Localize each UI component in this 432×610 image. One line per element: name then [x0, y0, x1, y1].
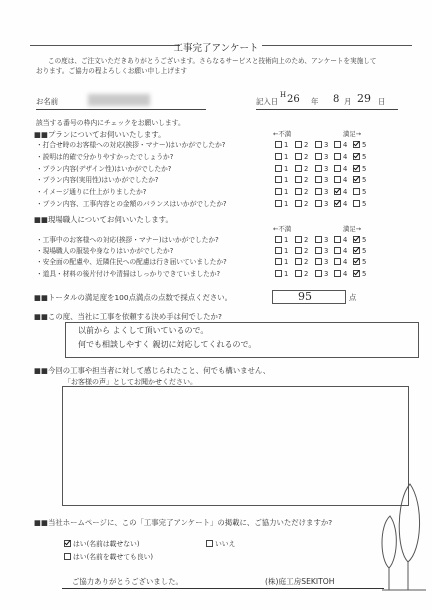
plan-q5-checkbox-4 — [334, 188, 341, 195]
plan-q2-checkbox-1 — [275, 153, 282, 160]
plan-q6-option-1: 1 — [275, 200, 288, 209]
plan-question-1: ・打合せ時のお客様への対応(挨拶・マナー)はいかがでしたか? — [36, 141, 226, 149]
plan-q1-option-3: 3 — [315, 141, 328, 150]
plan-q2-option-5: 5 — [353, 153, 366, 162]
decorative-tree-icon — [376, 480, 432, 592]
checkbox-no — [206, 540, 213, 547]
date-era: H — [280, 91, 287, 99]
plan-q6-checkbox-4 — [334, 200, 341, 207]
workers-q4-option-4: 4 — [334, 270, 347, 279]
plan-q5-checkbox-5 — [353, 188, 360, 195]
plan-q2-checkbox-2 — [295, 153, 302, 160]
workers-q1-checkbox-4 — [334, 236, 341, 243]
reason-answer-line-1: 以前から よくして頂いているので。 — [78, 326, 209, 335]
plan-q1-option-5: 5 — [353, 141, 366, 150]
plan-q3-checkbox-5 — [353, 165, 360, 172]
checkbox-yes-named — [64, 553, 71, 560]
workers-q1-checkbox-3 — [315, 236, 322, 243]
plan-question-2: ・説明は的確で分かりやすかったでしょうか? — [36, 152, 174, 161]
workers-question-3: ・安全面の配慮や、近隣住民への配慮は行き届いていましたか? — [36, 258, 227, 267]
workers-q1-option-5: 5 — [353, 236, 366, 245]
workers-q3-checkbox-4 — [334, 258, 341, 265]
plan-q4-option-5: 5 — [353, 176, 366, 185]
homepage-question: ■■当社ホームページに、この「工事完了アンケート」の掲載に、ご協力いただけますか? — [34, 518, 333, 527]
plan-q3-option-5: 5 — [353, 165, 366, 174]
plan-q6-option-5: 5 — [353, 200, 366, 209]
workers-q3-option-3: 3 — [315, 258, 328, 267]
plan-q1-checkbox-5 — [353, 141, 360, 148]
plan-q3-option-3: 3 — [315, 165, 328, 174]
workers-q4-option-1: 1 — [275, 270, 288, 279]
plan-q3-checkbox-3 — [315, 165, 322, 172]
homepage-option-yes-named: はい(名前を載せても良い) — [64, 553, 153, 562]
total-question: ■■トータルの満足度を100点満点の点数で採点ください。 — [34, 293, 233, 302]
plan-q4-option-1: 1 — [275, 176, 288, 185]
checkbox-yes-anonymous — [64, 540, 71, 547]
name-underline — [36, 109, 206, 110]
workers-q4-checkbox-2 — [295, 270, 302, 277]
plan-q6-option-4: 4 — [334, 200, 347, 209]
intro-line-2: おります。ご協力の程よろしくお願い申し上げます — [36, 67, 188, 75]
footer-thanks: ご協力ありがとうございました。 — [72, 577, 183, 586]
date-underline — [256, 109, 398, 110]
total-score-value: 95 — [298, 290, 312, 303]
plan-q1-option-1: 1 — [275, 141, 288, 150]
instruction-text: 該当する番号の枠内にチェックをお願いします。 — [36, 119, 185, 127]
date-year: 26 — [287, 94, 300, 105]
name-label: お名前 — [36, 97, 59, 106]
plan-question-3: ・プラン内容(デザイン性)はいかがでしたか? — [36, 164, 172, 173]
plan-q5-checkbox-3 — [315, 188, 322, 195]
workers-q4-checkbox-4 — [334, 270, 341, 277]
plan-q6-checkbox-5 — [353, 200, 360, 207]
plan-q1-checkbox-3 — [315, 141, 322, 148]
workers-question-1: ・工事中のお客様への対応(挨拶・マナー)はいかがでしたか? — [36, 236, 219, 244]
workers-heading: ■■現場職人についてお伺いいたします。 — [34, 215, 173, 224]
workers-q1-checkbox-1 — [275, 236, 282, 243]
plan-q3-option-4: 4 — [334, 165, 347, 174]
plan-q5-option-3: 3 — [315, 188, 328, 197]
plan-q6-checkbox-3 — [315, 200, 322, 207]
plan-q4-checkbox-5 — [353, 176, 360, 183]
workers-question-4: ・道具・材料の後片付けや清掃はしっかりできていましたか? — [36, 269, 221, 278]
homepage-option-yes-anonymous: はい(名前は載せない) — [64, 540, 139, 549]
workers-q1-option-1: 1 — [275, 236, 288, 245]
workers-q4-option-5: 5 — [353, 270, 366, 279]
plan-q3-option-2: 2 — [295, 165, 308, 174]
plan-q1-checkbox-1 — [275, 141, 282, 148]
date-month: 8 — [333, 94, 340, 105]
workers-q3-checkbox-5 — [353, 258, 360, 265]
workers-q2-checkbox-5 — [353, 247, 360, 254]
plan-q4-checkbox-4 — [334, 176, 341, 183]
plan-q4-checkbox-2 — [295, 176, 302, 183]
plan-q2-checkbox-3 — [315, 153, 322, 160]
date-year-unit: 年 — [311, 97, 319, 106]
workers-q3-checkbox-2 — [295, 258, 302, 265]
workers-q3-option-2: 2 — [295, 258, 308, 267]
footer-company: (株)庭工房SEKITOH — [265, 577, 335, 586]
voice-question: ■■今回の工事や担当者に対して感じられたこと、何でも構いません、 — [34, 366, 271, 375]
plan-q1-checkbox-2 — [295, 141, 302, 148]
workers-q2-option-4: 4 — [334, 247, 347, 256]
plan-q6-option-2: 2 — [295, 200, 308, 209]
plan-question-4: ・プラン内容(実用性)はいかがでしたか? — [36, 176, 159, 185]
plan-q5-checkbox-1 — [275, 188, 282, 195]
workers-q3-checkbox-1 — [275, 258, 282, 265]
plan-q4-option-3: 3 — [315, 176, 328, 185]
workers-q1-checkbox-2 — [295, 236, 302, 243]
plan-q2-checkbox-5 — [353, 153, 360, 160]
plan-q6-option-3: 3 — [315, 200, 328, 209]
plan-q5-option-4: 4 — [334, 188, 347, 197]
plan-q5-option-5: 5 — [353, 188, 366, 197]
plan-q4-checkbox-1 — [275, 176, 282, 183]
plan-q3-option-1: 1 — [275, 165, 288, 174]
plan-q6-checkbox-2 — [295, 200, 302, 207]
workers-q3-option-4: 4 — [334, 258, 347, 267]
workers-q1-option-3: 3 — [315, 236, 328, 245]
total-score-unit: 点 — [349, 293, 357, 302]
plan-q5-option-1: 1 — [275, 188, 288, 197]
plan-q4-option-4: 4 — [334, 176, 347, 185]
voice-comment-box — [62, 386, 409, 506]
workers-q2-checkbox-1 — [275, 247, 282, 254]
workers-q1-checkbox-5 — [353, 236, 360, 243]
plan-q3-checkbox-4 — [334, 165, 341, 172]
plan-q4-checkbox-3 — [315, 176, 322, 183]
plan-q4-option-2: 2 — [295, 176, 308, 185]
date-label: 記入日 — [256, 97, 279, 106]
workers-q1-option-4: 4 — [334, 236, 347, 245]
date-day-unit: 日 — [378, 97, 386, 106]
reason-question: ■■この度、当社に工事を依頼する決め手は何でしたか? — [34, 312, 222, 321]
plan-q2-option-1: 1 — [275, 153, 288, 162]
workers-q2-option-2: 2 — [295, 247, 308, 256]
plan-q3-checkbox-2 — [295, 165, 302, 172]
plan-scale-high: 満足→ — [343, 130, 362, 138]
workers-question-2: ・現場職人の服装や身なりはいかがでしたか? — [36, 247, 174, 256]
footer-underline — [62, 588, 384, 589]
date-month-unit: 月 — [344, 97, 352, 106]
workers-q2-option-1: 1 — [275, 247, 288, 256]
workers-q3-option-1: 1 — [275, 258, 288, 267]
plan-q1-option-4: 4 — [334, 141, 347, 150]
plan-q6-checkbox-1 — [275, 200, 282, 207]
workers-q3-checkbox-3 — [315, 258, 322, 265]
workers-scale-low: ←不満 — [273, 225, 292, 233]
date-day: 29 — [357, 92, 371, 105]
plan-q1-checkbox-4 — [334, 141, 341, 148]
plan-q1-option-2: 2 — [295, 141, 308, 150]
workers-scale-high: 満足→ — [343, 225, 362, 233]
plan-q2-checkbox-4 — [334, 153, 341, 160]
plan-question-6: ・プラン内容、工事内容との金額のバランスはいかがでしたか? — [36, 200, 227, 208]
plan-heading: ■■プランについてお伺いいたします。 — [34, 130, 166, 139]
homepage-option-no: いいえ — [206, 540, 235, 549]
reason-answer-line-2: 何でも相談しやすく 親切に対応してくれるので。 — [78, 340, 257, 349]
plan-q2-option-4: 4 — [334, 153, 347, 162]
voice-subtext: 「お客様の声」としてお聞かせください。 — [64, 378, 197, 386]
workers-q2-checkbox-2 — [295, 247, 302, 254]
plan-q2-option-2: 2 — [295, 153, 308, 162]
name-blurred — [88, 94, 150, 106]
page-title: 工事完了アンケート — [173, 43, 259, 54]
workers-q4-checkbox-3 — [315, 270, 322, 277]
workers-q4-checkbox-5 — [353, 270, 360, 277]
workers-q4-checkbox-1 — [275, 270, 282, 277]
workers-q2-option-3: 3 — [315, 247, 328, 256]
plan-q2-option-3: 3 — [315, 153, 328, 162]
workers-q4-option-3: 3 — [315, 270, 328, 279]
workers-q2-option-5: 5 — [353, 247, 366, 256]
plan-scale-low: ←不満 — [273, 130, 292, 138]
workers-q4-option-2: 2 — [295, 270, 308, 279]
workers-q1-option-2: 2 — [295, 236, 308, 245]
workers-q2-checkbox-4 — [334, 247, 341, 254]
workers-q2-checkbox-3 — [315, 247, 322, 254]
plan-question-5: ・イメージ通りに仕上がりましたか? — [36, 188, 147, 197]
plan-q5-option-2: 2 — [295, 188, 308, 197]
intro-line-1: この度は、ご注文いただきありがとうございます。さらなるサービスと技術向上のため、アンケートを実施して — [48, 57, 377, 65]
plan-q3-checkbox-1 — [275, 165, 282, 172]
plan-q5-checkbox-2 — [295, 188, 302, 195]
workers-q3-option-5: 5 — [353, 258, 366, 267]
